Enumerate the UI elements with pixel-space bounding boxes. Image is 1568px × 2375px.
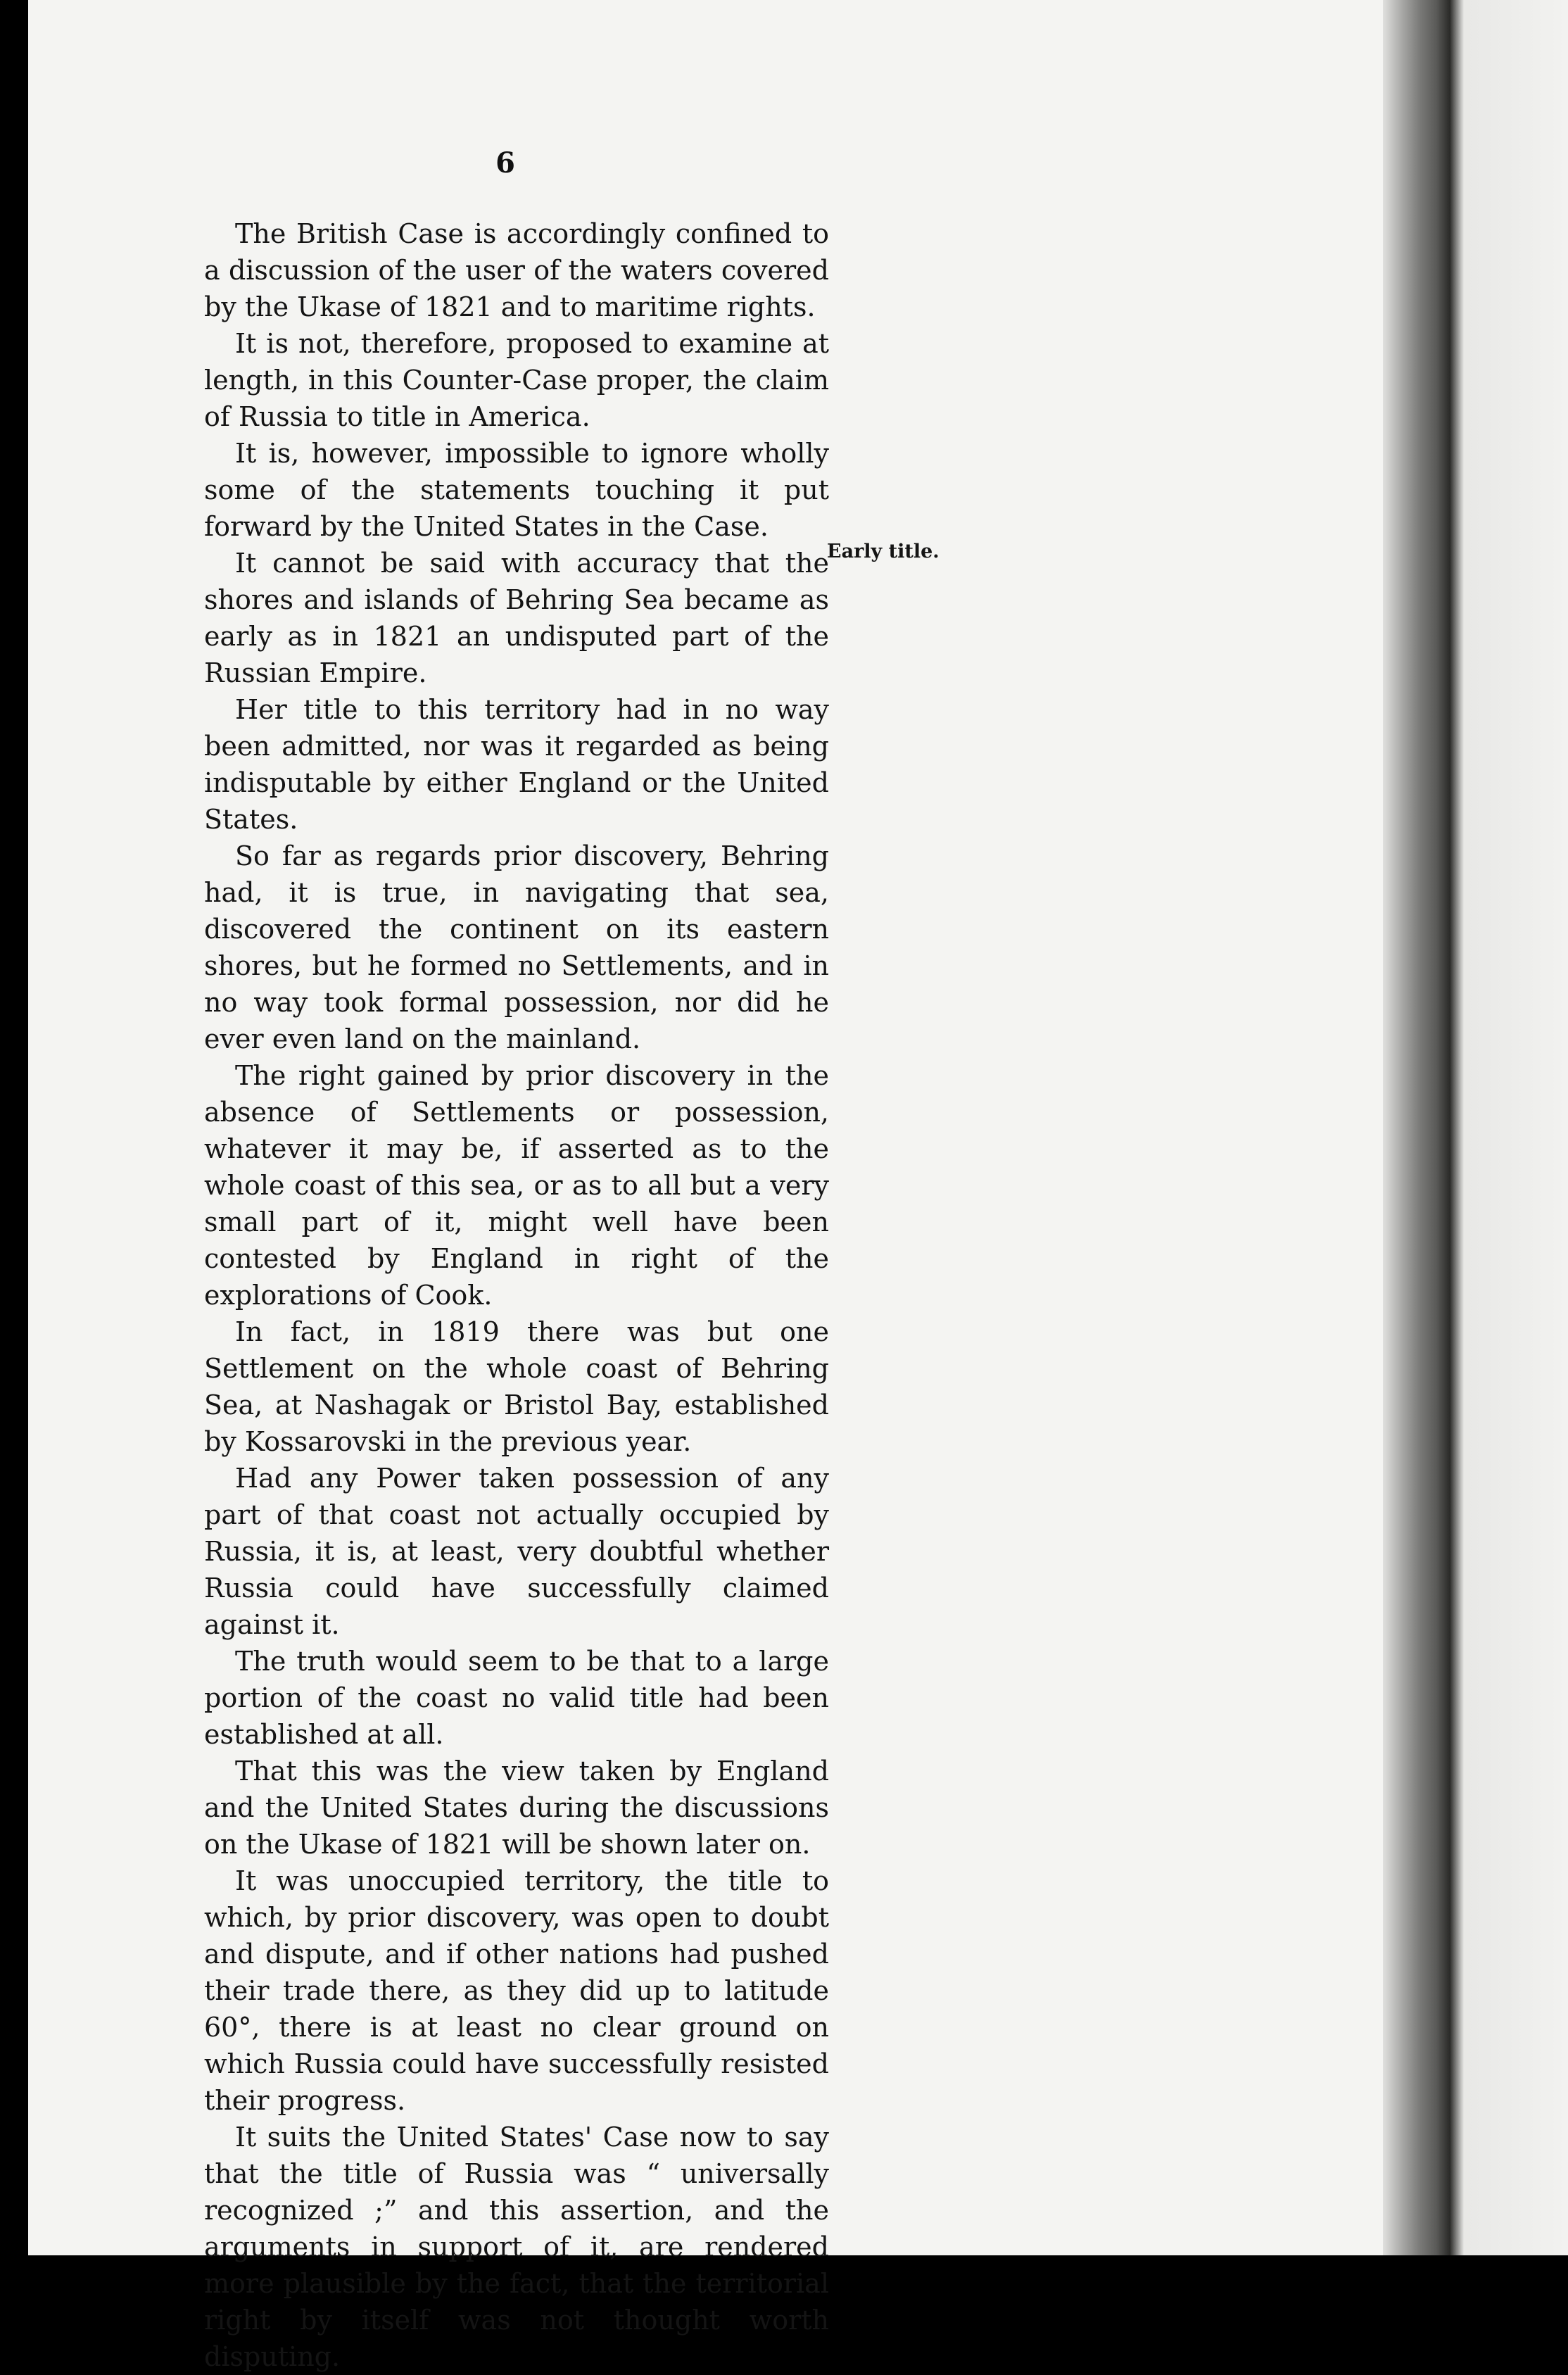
- paragraph: It is, however, impossible to ignore wholly some of the statements touching it put forward by the United States in the Case.: [204, 438, 829, 542]
- paragraph: The British Case is accordingly confined to a discussion of the user of the waters covered by the Ukase of 1821 and to maritime rights.: [204, 218, 829, 322]
- paragraph: The truth would seem to be that to a large portion of the coast no valid title had been established at all.: [204, 1646, 829, 1750]
- facing-page-edge: [1450, 0, 1568, 2269]
- binding-shadow: [1383, 0, 1450, 2255]
- page-number: 6: [495, 146, 515, 179]
- paragraph: It cannot be said with accuracy that the shores and islands of Behring Sea became as early as in 1821 an undisputed part of the Russian Empire.: [204, 548, 829, 688]
- body-text: [204, 215, 829, 2375]
- paragraph: So far as regards prior discovery, Behring had, it is true, in navigating that sea, discovered the continent on its eastern shores, but he formed no Settlements, and in no way took formal possession, nor did he ever even land on the mainland.: [204, 840, 829, 1054]
- paragraph: Her title to this territory had in no way been admitted, nor was it regarded as being indisputable by either England or the United States.: [204, 694, 829, 835]
- paragraph: It is not, therefore, proposed to examine at length, in this Counter-Case proper, the claim of Russia to title in America.: [204, 328, 829, 432]
- paragraph: It was unoccupied territory, the title to which, by prior discovery, was open to doubt and dispute, and if other nations had pushed their trade there, as they did up to latitude 60°, there is at least no clear ground on which Russia could have successfully resisted their progress.: [204, 1865, 829, 2116]
- paragraph: Had any Power taken possession of any part of that coast not actually occupied by Russia, it is, at least, very doubtful whether Russia could have successfully claimed against it.: [204, 1463, 829, 1640]
- margin-note: Early title.: [827, 541, 940, 562]
- paragraph: It suits the United States' Case now to say that the title of Russia was “ universally recognized ;” and this assertion, and the arguments in support of it, are rendered more plausible by the fact, that the territorial right by itself was not thought worth disputing.: [204, 2122, 829, 2372]
- paragraph: In fact, in 1819 there was but one Settlement on the whole coast of Behring Sea, at Nashagak or Bristol Bay, established by Kossarovski in the previous year.: [204, 1316, 829, 1457]
- paragraph: The right gained by prior discovery in the absence of Settlements or possession, whatever it may be, if asserted as to the whole coast of this sea, or as to all but a very small part of it, might well have been contested by England in right of the explorations of Cook.: [204, 1060, 829, 1311]
- paragraph: That this was the view taken by England and the United States during the discussions on the Ukase of 1821 will be shown later on.: [204, 1756, 829, 1860]
